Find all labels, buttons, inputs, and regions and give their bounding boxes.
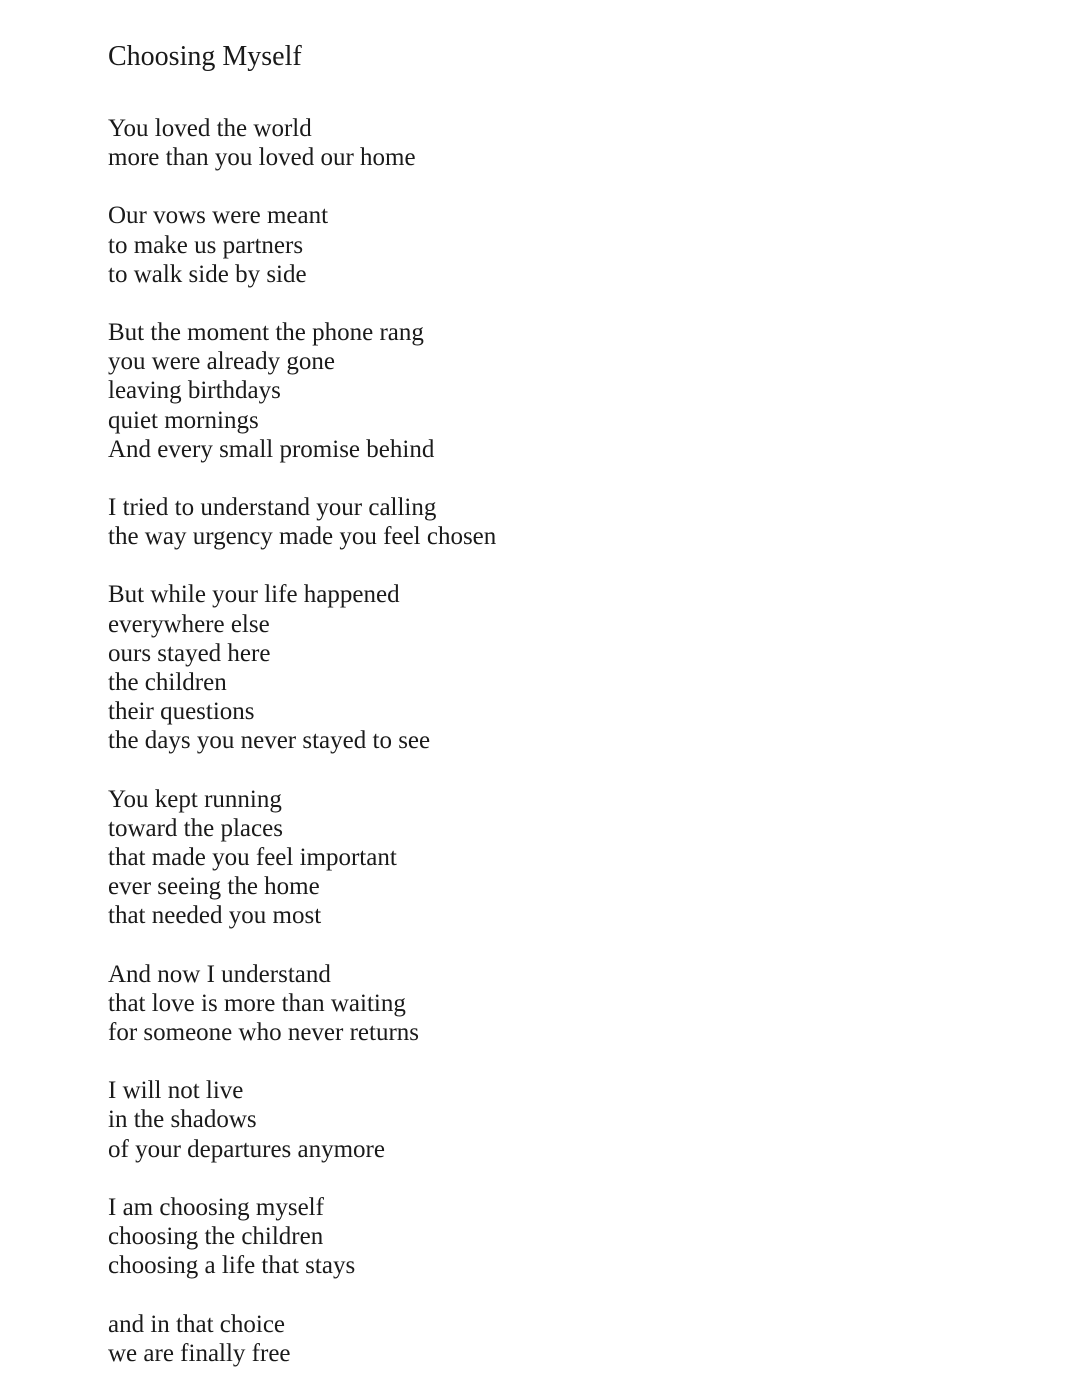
poem-line: that made you feel important — [108, 844, 397, 872]
stanza — [108, 1076, 1008, 1164]
poem-line: of your departures anymore — [108, 1135, 385, 1163]
poem-line: that needed you most — [108, 902, 322, 930]
poem-line: more than you loved our home — [108, 144, 416, 172]
stanza — [108, 1193, 1008, 1281]
poem-line: leaving birthdays — [108, 377, 281, 405]
poem-line: Our vows were meant — [108, 202, 329, 230]
poem-line: I tried to understand your calling — [108, 494, 437, 522]
stanza — [108, 785, 1008, 931]
poem-line: ever seeing the home — [108, 873, 320, 901]
poem-line: I am choosing myself — [108, 1193, 324, 1221]
poem-line: the days you never stayed to see — [108, 727, 431, 755]
poem-line: to walk side by side — [108, 260, 307, 288]
stanza — [108, 201, 1008, 289]
poem-line: their questions — [108, 698, 255, 726]
poem-line: the way urgency made you feel chosen — [108, 523, 497, 551]
poem-line: And now I understand — [108, 960, 331, 988]
poem-line: to make us partners — [108, 231, 304, 259]
poem-line: choosing a life that stays — [108, 1252, 356, 1280]
poem-line: the children — [108, 669, 227, 697]
poem-line: quiet mornings — [108, 406, 259, 434]
stanza — [108, 114, 1008, 172]
poem-line: You kept running — [108, 785, 282, 813]
stanza — [108, 960, 1008, 1048]
poem-line: But while your life happened — [108, 581, 400, 609]
poem-line: choosing the children — [108, 1223, 324, 1251]
poem-line: you were already gone — [108, 348, 335, 376]
poem-line: You loved the world — [108, 115, 312, 142]
poem-line: we are finally free — [108, 1339, 291, 1367]
stanza — [108, 580, 1008, 755]
stanza — [108, 1310, 1008, 1368]
poem-line: and in that choice — [108, 1310, 286, 1338]
poem-body — [108, 114, 1008, 1368]
poem-line: toward the places — [108, 814, 283, 842]
poem-line: in the shadows — [108, 1106, 257, 1134]
poem-line: ours stayed here — [108, 639, 271, 667]
poem-line: I will not live — [108, 1077, 244, 1105]
stanza — [108, 493, 1008, 551]
poem-line: But the moment the phone rang — [108, 319, 424, 347]
stanza — [108, 318, 1008, 464]
poem-page — [108, 37, 1008, 1397]
poem-title: Choosing Myself — [108, 41, 302, 72]
poem-line: And every small promise behind — [108, 435, 435, 463]
poem-line: everywhere else — [108, 610, 270, 638]
poem-line: that love is more than waiting — [108, 989, 406, 1017]
poem-line: for someone who never returns — [108, 1019, 420, 1047]
